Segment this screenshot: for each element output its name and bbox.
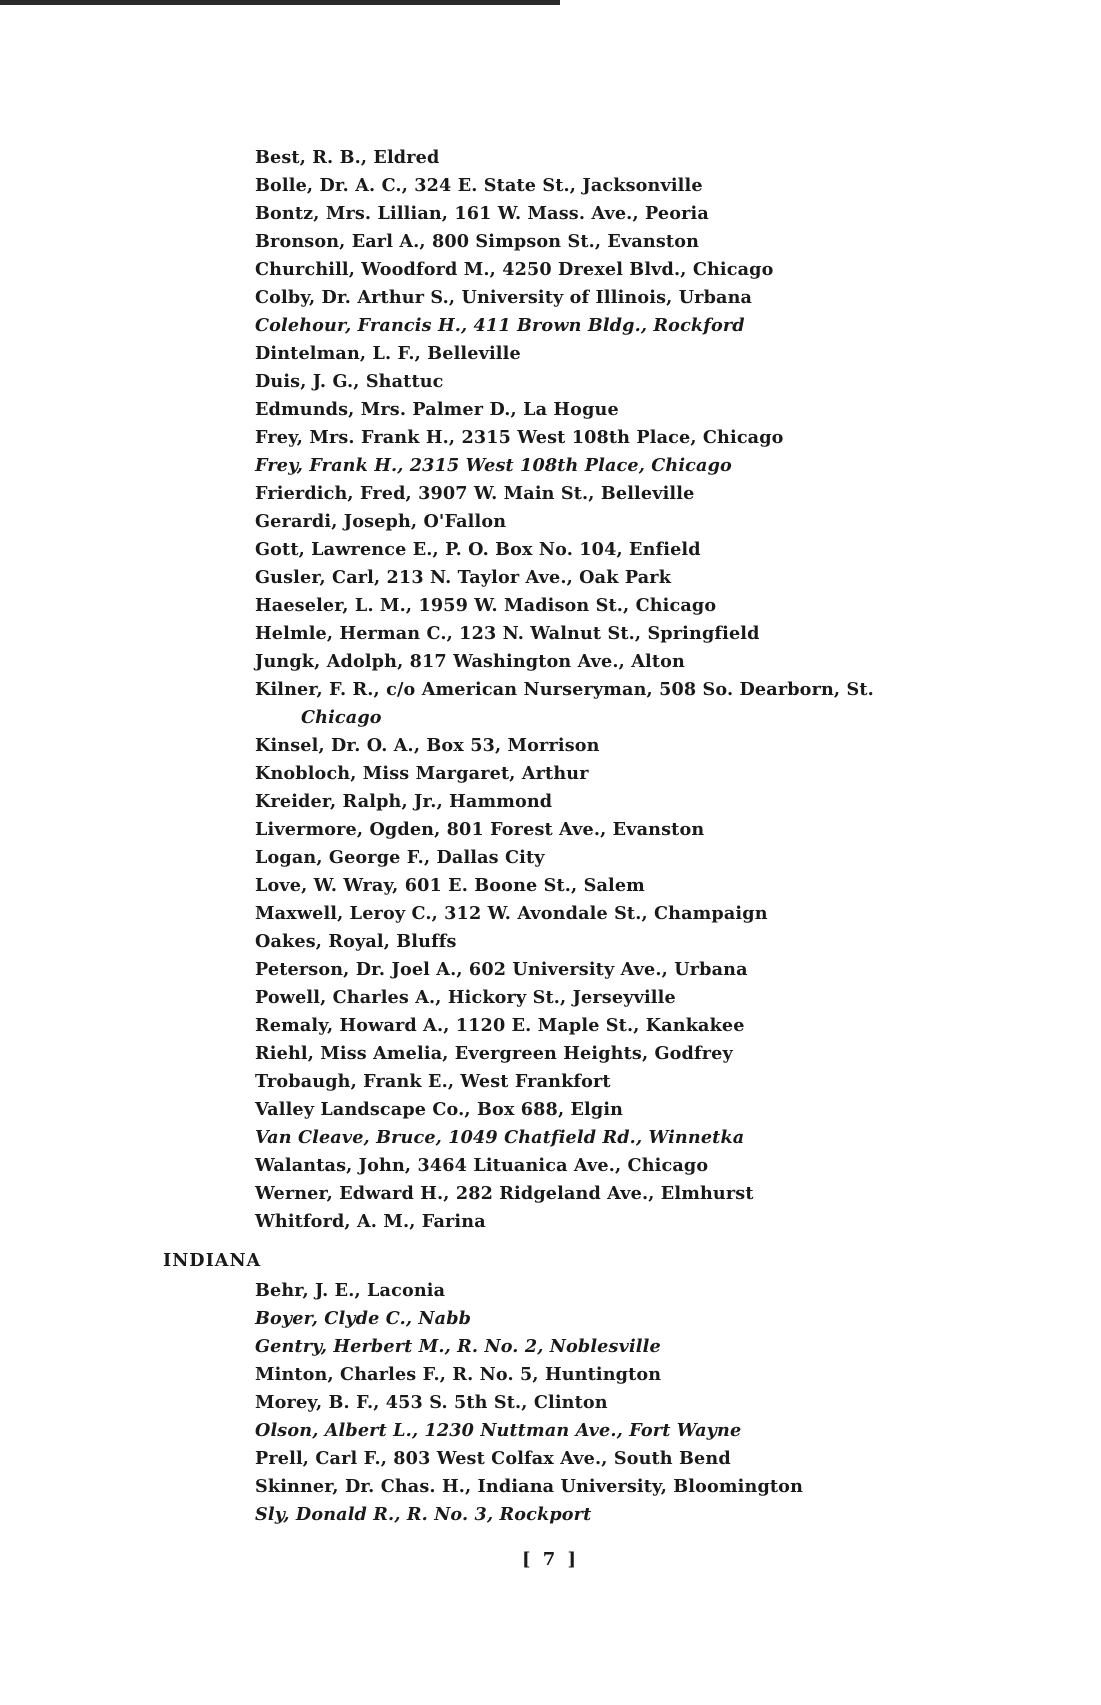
list-item: Bolle, Dr. A. C., 324 E. State St., Jacksonville — [255, 175, 703, 196]
list-item: Livermore, Ogden, 801 Forest Ave., Evanston — [255, 819, 705, 840]
list-item-continuation: Chicago — [301, 707, 382, 728]
list-item: Peterson, Dr. Joel A., 602 University Ave., Urbana — [255, 959, 748, 980]
list-item: Gentry, Herbert M., R. No. 2, Noblesville — [255, 1336, 661, 1357]
list-item: Olson, Albert L., 1230 Nuttman Ave., Fort Wayne — [255, 1420, 742, 1441]
list-item: Jungk, Adolph, 817 Washington Ave., Alton — [255, 651, 685, 672]
list-item: Valley Landscape Co., Box 688, Elgin — [255, 1099, 624, 1120]
list-item: Trobaugh, Frank E., West Frankfort — [255, 1071, 611, 1092]
illinois-member-list — [255, 144, 874, 1236]
list-item: Oakes, Royal, Bluffs — [255, 931, 457, 952]
list-item: Frierdich, Fred, 3907 W. Main St., Belleville — [255, 483, 695, 504]
list-item: Morey, B. F., 453 S. 5th St., Clinton — [255, 1392, 608, 1413]
list-item: Remaly, Howard A., 1120 E. Maple St., Kankakee — [255, 1015, 745, 1036]
section-heading-indiana: INDIANA — [163, 1250, 262, 1271]
list-item: Edmunds, Mrs. Palmer D., La Hogue — [255, 399, 619, 420]
list-item: Best, R. B., Eldred — [255, 147, 440, 168]
list-item: Gott, Lawrence E., P. O. Box No. 104, Enfield — [255, 539, 701, 560]
list-item: Frey, Mrs. Frank H., 2315 West 108th Place, Chicago — [255, 427, 784, 448]
indiana-member-list — [255, 1277, 803, 1529]
list-item: Powell, Charles A., Hickory St., Jerseyville — [255, 987, 676, 1008]
list-item: Whitford, A. M., Farina — [255, 1211, 486, 1232]
list-item: Bontz, Mrs. Lillian, 161 W. Mass. Ave., Peoria — [255, 203, 709, 224]
list-item: Minton, Charles F., R. No. 5, Huntington — [255, 1364, 662, 1385]
list-item: Kilner, F. R., c/o American Nurseryman, 508 So. Dearborn, St. — [255, 679, 874, 700]
list-item: Love, W. Wray, 601 E. Boone St., Salem — [255, 875, 645, 896]
list-item: Logan, George F., Dallas City — [255, 847, 545, 868]
list-item: Behr, J. E., Laconia — [255, 1280, 446, 1301]
list-item: Van Cleave, Bruce, 1049 Chatfield Rd., Winnetka — [255, 1127, 745, 1148]
list-item: Kreider, Ralph, Jr., Hammond — [255, 791, 553, 812]
list-item: Sly, Donald R., R. No. 3, Rockport — [255, 1504, 592, 1525]
list-item: Kinsel, Dr. O. A., Box 53, Morrison — [255, 735, 600, 756]
list-item: Gerardi, Joseph, O'Fallon — [255, 511, 507, 532]
list-item: Knobloch, Miss Margaret, Arthur — [255, 763, 589, 784]
list-item: Walantas, John, 3464 Lituanica Ave., Chicago — [255, 1155, 709, 1176]
list-item: Maxwell, Leroy C., 312 W. Avondale St., Champaign — [255, 903, 768, 924]
list-item: Riehl, Miss Amelia, Evergreen Heights, Godfrey — [255, 1043, 733, 1064]
list-item: Duis, J. G., Shattuc — [255, 371, 444, 392]
list-item: Dintelman, L. F., Belleville — [255, 343, 521, 364]
list-item: Colby, Dr. Arthur S., University of Illinois, Urbana — [255, 287, 753, 308]
list-item: Churchill, Woodford M., 4250 Drexel Blvd., Chicago — [255, 259, 774, 280]
list-item: Helmle, Herman C., 123 N. Walnut St., Springfield — [255, 623, 760, 644]
list-item: Frey, Frank H., 2315 West 108th Place, Chicago — [255, 455, 732, 476]
list-item: Colehour, Francis H., 411 Brown Bldg., Rockford — [255, 315, 745, 336]
list-item: Haeseler, L. M., 1959 W. Madison St., Chicago — [255, 595, 717, 616]
list-item: Bronson, Earl A., 800 Simpson St., Evanston — [255, 231, 700, 252]
list-item: Prell, Carl F., 803 West Colfax Ave., South Bend — [255, 1448, 731, 1469]
list-item: Skinner, Dr. Chas. H., Indiana University, Bloomington — [255, 1476, 804, 1497]
list-item: Gusler, Carl, 213 N. Taylor Ave., Oak Park — [255, 567, 672, 588]
page-number: [ 7 ] — [521, 1549, 580, 1570]
list-item: Werner, Edward H., 282 Ridgeland Ave., Elmhurst — [255, 1183, 754, 1204]
list-item: Boyer, Clyde C., Nabb — [255, 1308, 472, 1329]
top-edge-rule — [0, 0, 560, 5]
